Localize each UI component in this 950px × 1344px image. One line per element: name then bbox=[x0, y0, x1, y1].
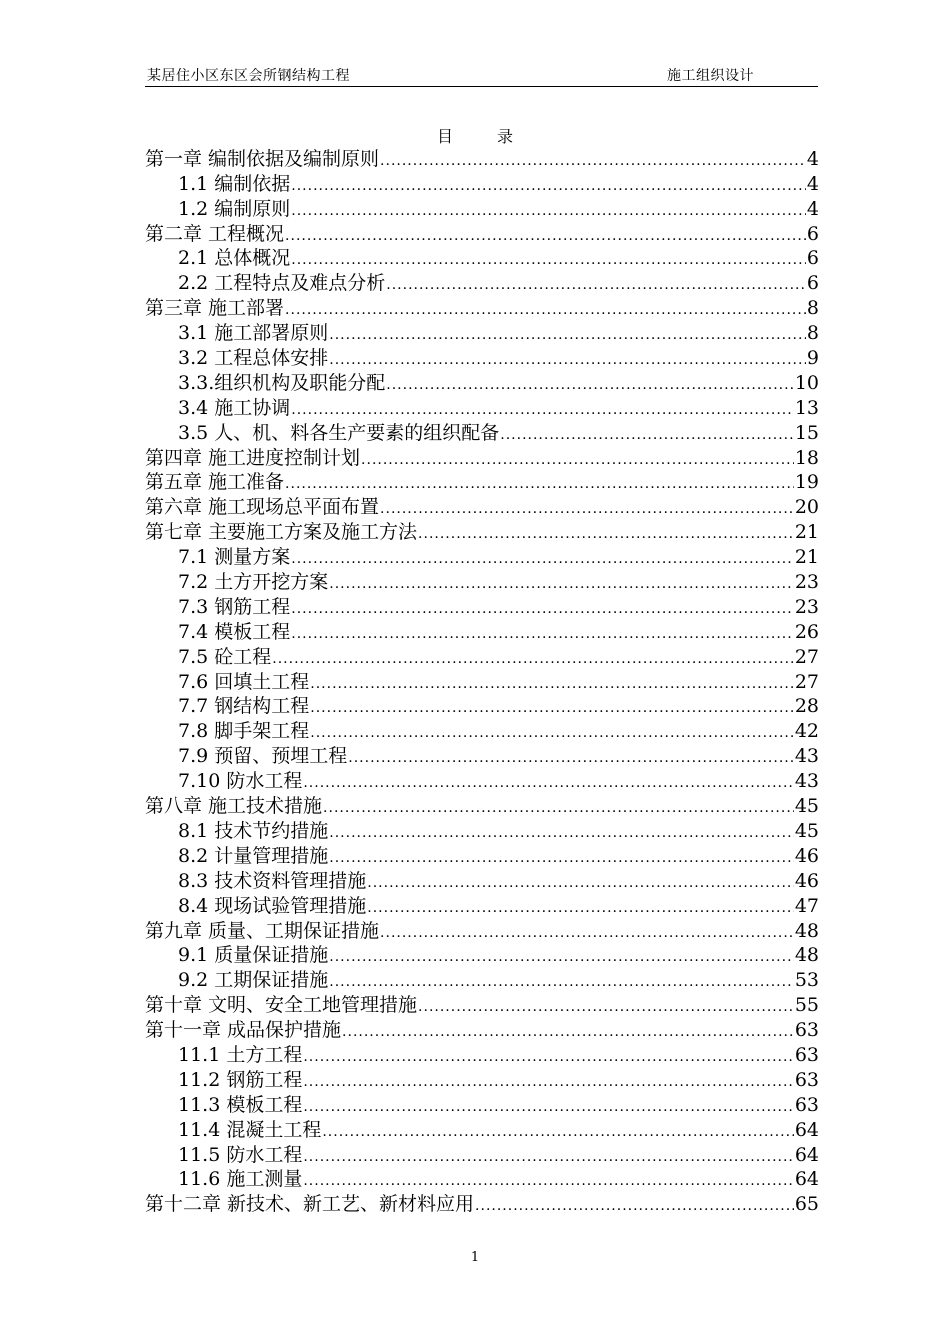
toc-entry[interactable] bbox=[145, 171, 819, 196]
toc-dot-leader bbox=[310, 674, 794, 694]
toc-entry-page: 48 bbox=[794, 944, 819, 967]
toc-entry-page: 15 bbox=[794, 421, 819, 444]
toc-entry-page: 10 bbox=[794, 371, 819, 394]
toc-entry-label: 7.2 土方开挖方案 bbox=[178, 571, 329, 594]
toc-entry[interactable] bbox=[145, 594, 819, 619]
toc-entry-label: 1.2 编制原则 bbox=[178, 197, 291, 220]
toc-entry-page: 46 bbox=[794, 844, 819, 867]
toc-entry[interactable] bbox=[145, 544, 819, 569]
toc-dot-leader bbox=[329, 325, 806, 345]
document-project-title: 某居住小区东区会所钢结构工程 bbox=[147, 68, 350, 84]
toc-heading: 目录 bbox=[436, 127, 557, 146]
toc-entry-page: 8 bbox=[806, 297, 819, 320]
toc-entry-label: 7.7 钢结构工程 bbox=[178, 695, 310, 718]
toc-dot-leader bbox=[310, 723, 794, 743]
toc-entry[interactable] bbox=[145, 196, 819, 221]
toc-entry-page: 19 bbox=[794, 471, 819, 494]
toc-entry-label: 第十二章 新技术、新工艺、新材料应用 bbox=[145, 1193, 475, 1216]
toc-dot-leader bbox=[386, 375, 794, 395]
toc-entry[interactable] bbox=[145, 270, 819, 295]
toc-entry-label: 11.6 施工测量 bbox=[178, 1168, 303, 1191]
toc-entry-page: 55 bbox=[794, 994, 819, 1017]
toc-entry-page: 6 bbox=[806, 222, 819, 245]
toc-entry[interactable] bbox=[145, 1067, 819, 1092]
document-type-title: 施工组织设计 bbox=[667, 68, 754, 84]
toc-dot-leader bbox=[500, 425, 794, 445]
toc-entry-label: 3.5 人、机、料各生产要素的组织配备 bbox=[178, 421, 500, 444]
toc-dot-leader bbox=[380, 151, 806, 171]
toc-entry-label: 第二章 工程概况 bbox=[145, 222, 285, 245]
toc-entry[interactable] bbox=[145, 370, 819, 395]
toc-entry-page: 63 bbox=[794, 1068, 819, 1091]
toc-dot-leader bbox=[329, 350, 806, 370]
toc-entry[interactable] bbox=[145, 918, 819, 943]
toc-entry[interactable] bbox=[145, 494, 819, 519]
toc-entry[interactable] bbox=[145, 1142, 819, 1167]
toc-entry-page: 64 bbox=[794, 1118, 819, 1141]
toc-entry-label: 7.3 钢筋工程 bbox=[178, 595, 291, 618]
toc-dot-leader bbox=[342, 1022, 794, 1042]
toc-entry-page: 42 bbox=[794, 720, 819, 743]
toc-entry-label: 第三章 施工部署 bbox=[145, 297, 285, 320]
toc-entry[interactable] bbox=[145, 718, 819, 743]
toc-entry[interactable] bbox=[145, 669, 819, 694]
toc-entry-label: 11.4 混凝土工程 bbox=[178, 1118, 322, 1141]
toc-entry-label: 第一章 编制依据及编制原则 bbox=[145, 147, 380, 170]
toc-entry-page: 47 bbox=[794, 894, 819, 917]
toc-entry-label: 3.2 工程总体安排 bbox=[178, 347, 329, 370]
toc-entry[interactable] bbox=[145, 818, 819, 843]
toc-dot-leader bbox=[303, 1072, 793, 1092]
toc-entry-label: 8.3 技术资料管理措施 bbox=[178, 869, 367, 892]
toc-entry-page: 45 bbox=[794, 819, 819, 842]
toc-entry-label: 2.2 工程特点及难点分析 bbox=[178, 272, 386, 295]
toc-entry-label: 1.1 编制依据 bbox=[178, 172, 291, 195]
toc-dot-leader bbox=[291, 400, 794, 420]
toc-entry-label: 第十一章 成品保护措施 bbox=[145, 1019, 342, 1042]
toc-entry-label: 第八章 施工技术措施 bbox=[145, 795, 323, 818]
toc-entry[interactable] bbox=[145, 395, 819, 420]
toc-entry-page: 45 bbox=[794, 795, 819, 818]
toc-dot-leader bbox=[418, 997, 794, 1017]
toc-entry-label: 7.9 预留、预埋工程 bbox=[178, 745, 348, 768]
toc-entry[interactable] bbox=[145, 221, 819, 246]
toc-dot-leader bbox=[291, 176, 806, 196]
toc-entry-page: 21 bbox=[794, 546, 819, 569]
toc-dot-leader bbox=[285, 226, 806, 246]
toc-entry[interactable] bbox=[145, 1042, 819, 1067]
toc-entry-page: 43 bbox=[794, 770, 819, 793]
toc-dot-leader bbox=[367, 898, 794, 918]
toc-entry[interactable] bbox=[145, 420, 819, 445]
toc-entry-label: 第七章 主要施工方案及施工方法 bbox=[145, 521, 418, 544]
toc-entry-page: 27 bbox=[794, 645, 819, 668]
toc-entry-label: 第十章 文明、安全工地管理措施 bbox=[145, 994, 418, 1017]
toc-entry[interactable] bbox=[145, 967, 819, 992]
toc-entry[interactable] bbox=[145, 768, 819, 793]
toc-entry-page: 64 bbox=[794, 1143, 819, 1166]
toc-entry-label: 第五章 施工准备 bbox=[145, 471, 285, 494]
toc-entry[interactable] bbox=[145, 694, 819, 719]
toc-entry-label: 11.3 模板工程 bbox=[178, 1093, 303, 1116]
toc-entry-page: 4 bbox=[806, 172, 819, 195]
toc-entry-label: 7.6 回填土工程 bbox=[178, 670, 310, 693]
toc-dot-leader bbox=[475, 1196, 794, 1216]
toc-entry-page: 23 bbox=[794, 595, 819, 618]
toc-entry-label: 7.8 脚手架工程 bbox=[178, 720, 310, 743]
toc-entry[interactable] bbox=[145, 1117, 819, 1142]
toc-dot-leader bbox=[322, 1122, 793, 1142]
toc-entry[interactable] bbox=[145, 793, 819, 818]
toc-entry-page: 4 bbox=[806, 197, 819, 220]
toc-entry-page: 4 bbox=[806, 147, 819, 170]
toc-entry-page: 9 bbox=[806, 347, 819, 370]
toc-entry-label: 第九章 质量、工期保证措施 bbox=[145, 919, 380, 942]
toc-dot-leader bbox=[303, 1171, 793, 1191]
toc-dot-leader bbox=[285, 474, 794, 494]
toc-entry-label: 3.1 施工部署原则 bbox=[178, 322, 329, 345]
toc-dot-leader bbox=[303, 1047, 793, 1067]
toc-dot-leader bbox=[386, 275, 806, 295]
toc-dot-leader bbox=[310, 698, 794, 718]
toc-dot-leader bbox=[272, 649, 794, 669]
toc-entry-label: 3.3.组织机构及职能分配 bbox=[178, 371, 386, 394]
toc-dot-leader bbox=[303, 1097, 793, 1117]
toc-entry-page: 13 bbox=[794, 396, 819, 419]
toc-entry-page: 43 bbox=[794, 745, 819, 768]
toc-entry[interactable] bbox=[145, 992, 819, 1017]
toc-entry-page: 26 bbox=[794, 620, 819, 643]
toc-entry-page: 18 bbox=[794, 446, 819, 469]
toc-dot-leader bbox=[367, 873, 794, 893]
toc-entry-label: 8.4 现场试验管理措施 bbox=[178, 894, 367, 917]
toc-dot-leader bbox=[380, 923, 794, 943]
toc-entry-label: 11.2 钢筋工程 bbox=[178, 1068, 303, 1091]
toc-entry[interactable] bbox=[145, 644, 819, 669]
toc-dot-leader bbox=[329, 823, 794, 843]
toc-entry-label: 9.2 工期保证措施 bbox=[178, 969, 329, 992]
toc-entry[interactable] bbox=[145, 295, 819, 320]
toc-entry[interactable] bbox=[145, 943, 819, 968]
toc-dot-leader bbox=[380, 499, 794, 519]
page-header bbox=[145, 62, 818, 87]
toc-entry-label: 7.5 砼工程 bbox=[178, 645, 272, 668]
toc-entry-page: 63 bbox=[794, 1043, 819, 1066]
toc-dot-leader bbox=[285, 300, 806, 320]
toc-entry[interactable] bbox=[145, 1092, 819, 1117]
toc-entry-label: 第六章 施工现场总平面布置 bbox=[145, 496, 380, 519]
toc-dot-leader bbox=[323, 798, 794, 818]
toc-dot-leader bbox=[361, 450, 794, 470]
toc-entry-page: 21 bbox=[794, 521, 819, 544]
toc-entry[interactable] bbox=[145, 893, 819, 918]
toc-entry-page: 53 bbox=[794, 969, 819, 992]
table-of-contents bbox=[145, 146, 819, 1216]
toc-entry-label: 3.4 施工协调 bbox=[178, 396, 291, 419]
toc-entry[interactable] bbox=[145, 445, 819, 470]
toc-entry-label: 7.10 防水工程 bbox=[178, 770, 303, 793]
page-number: 1 bbox=[470, 1250, 480, 1265]
toc-entry-page: 27 bbox=[794, 670, 819, 693]
toc-dot-leader bbox=[291, 624, 794, 644]
toc-entry[interactable] bbox=[145, 1167, 819, 1192]
toc-entry-page: 46 bbox=[794, 869, 819, 892]
toc-dot-leader bbox=[291, 599, 794, 619]
toc-dot-leader bbox=[418, 524, 794, 544]
toc-entry-label: 8.2 计量管理措施 bbox=[178, 844, 329, 867]
toc-dot-leader bbox=[329, 574, 794, 594]
toc-entry-page: 6 bbox=[806, 272, 819, 295]
toc-dot-leader bbox=[329, 848, 794, 868]
toc-entry-page: 6 bbox=[806, 247, 819, 270]
toc-entry-label: 第四章 施工进度控制计划 bbox=[145, 446, 361, 469]
toc-entry[interactable] bbox=[145, 320, 819, 345]
toc-entry-page: 63 bbox=[794, 1019, 819, 1042]
toc-entry-page: 65 bbox=[794, 1193, 819, 1216]
toc-entry[interactable] bbox=[145, 146, 819, 171]
toc-entry[interactable] bbox=[145, 519, 819, 544]
toc-entry[interactable] bbox=[145, 470, 819, 495]
toc-entry-label: 11.5 防水工程 bbox=[178, 1143, 303, 1166]
toc-entry-page: 64 bbox=[794, 1168, 819, 1191]
toc-dot-leader bbox=[291, 201, 806, 221]
toc-entry-label: 8.1 技术节约措施 bbox=[178, 819, 329, 842]
toc-dot-leader bbox=[303, 1147, 793, 1167]
toc-entry[interactable] bbox=[145, 868, 819, 893]
toc-entry-label: 7.4 模板工程 bbox=[178, 620, 291, 643]
toc-entry[interactable] bbox=[145, 246, 819, 271]
toc-entry-page: 28 bbox=[794, 695, 819, 718]
toc-dot-leader bbox=[348, 748, 794, 768]
toc-entry-label: 11.1 土方工程 bbox=[178, 1043, 303, 1066]
toc-entry-page: 23 bbox=[794, 571, 819, 594]
toc-dot-leader bbox=[303, 773, 793, 793]
toc-entry-label: 2.1 总体概况 bbox=[178, 247, 291, 270]
toc-entry-page: 20 bbox=[794, 496, 819, 519]
toc-dot-leader bbox=[291, 549, 794, 569]
toc-entry[interactable] bbox=[145, 345, 819, 370]
toc-entry[interactable] bbox=[145, 743, 819, 768]
toc-entry-label: 7.1 测量方案 bbox=[178, 546, 291, 569]
toc-entry[interactable] bbox=[145, 1191, 819, 1216]
toc-entry-page: 63 bbox=[794, 1093, 819, 1116]
toc-entry[interactable] bbox=[145, 843, 819, 868]
toc-entry[interactable] bbox=[145, 619, 819, 644]
toc-entry-page: 48 bbox=[794, 919, 819, 942]
toc-entry-page: 8 bbox=[806, 322, 819, 345]
toc-entry[interactable] bbox=[145, 1017, 819, 1042]
toc-dot-leader bbox=[329, 947, 794, 967]
toc-entry[interactable] bbox=[145, 569, 819, 594]
toc-entry-label: 9.1 质量保证措施 bbox=[178, 944, 329, 967]
toc-dot-leader bbox=[329, 972, 794, 992]
toc-dot-leader bbox=[291, 250, 806, 270]
